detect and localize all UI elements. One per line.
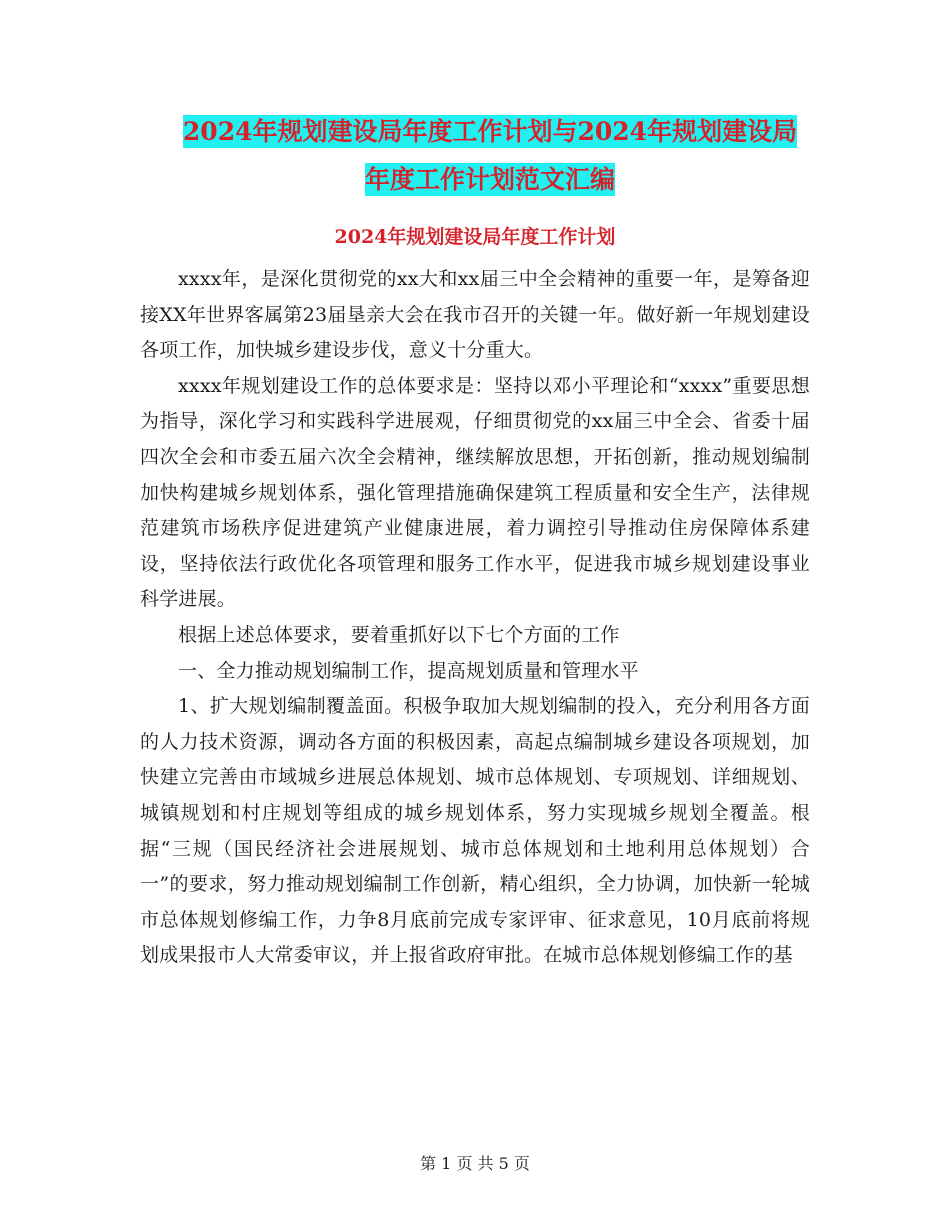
page-number: 第 1 页 共 5 页: [420, 1154, 530, 1173]
paragraph-2: xxxx年规划建设工作的总体要求是：坚持以邓小平理论和“xxxx”重要思想为指导，深化学习和实践科学进展观，仔细贯彻党的xx届三中全会、省委十届四次全会和市委五届六次全会精神，继续解放思想，开拓创新，推动规划编制加快构建城乡规划体系，强化管理措施确保建筑工程质量和安全生产，法律规范建筑市场秩序促进建筑产业健康进展，着力调控引导推动住房保障体系建设，坚持依法行政优化各项管理和服务工作水平，促进我市城乡规划建设事业科学进展。: [140, 374, 810, 611]
page-footer: [0, 1152, 950, 1176]
document-title: [150, 108, 830, 204]
paragraph-5: 1、扩大规划编制覆盖面。积极争取加大规划编制的投入，充分利用各方面的人力技术资源，调动各方面的积极因素，高起点编制城乡建设各项规划，加快建立完善由市域城乡进展总体规划、城市总体规划、专项规划、详细规划、城镇规划和村庄规划等组成的城乡规划体系，努力实现城乡规划全覆盖。根据“三规（国民经济社会进展规划、城市总体规划和土地利用总体规划）合一”的要求，努力推动规划编制工作创新，精心组织，全力协调，加快新一轮城市总体规划修编工作，力争8月底前完成专家评审、征求意见，10月底前将规划成果报市人大常委审议，并上报省政府审批。在城市总体规划修编工作的基: [140, 695, 810, 967]
paragraph-1: xxxx年，是深化贯彻党的xx大和xx届三中全会精神的重要一年，是筹备迎接XX年世界客属第23届垦亲大会在我市召开的关键一年。做好新一年规划建设各项工作，加快城乡建设步伐，意义十分重大。: [140, 268, 810, 362]
paragraph-4: 一、全力推动规划编制工作，提高规划质量和管理水平: [178, 659, 639, 682]
document-body: [140, 262, 810, 974]
document-title-line-1: 2024年规划建设局年度工作计划与2024年规划建设局: [182, 117, 798, 146]
document-title-line-2: 年度工作计划范文汇编: [364, 165, 615, 194]
paragraph-3: 根据上述总体要求，要着重抓好以下七个方面的工作: [178, 623, 620, 646]
section-title: 2024年规划建设局年度工作计划: [334, 226, 616, 248]
